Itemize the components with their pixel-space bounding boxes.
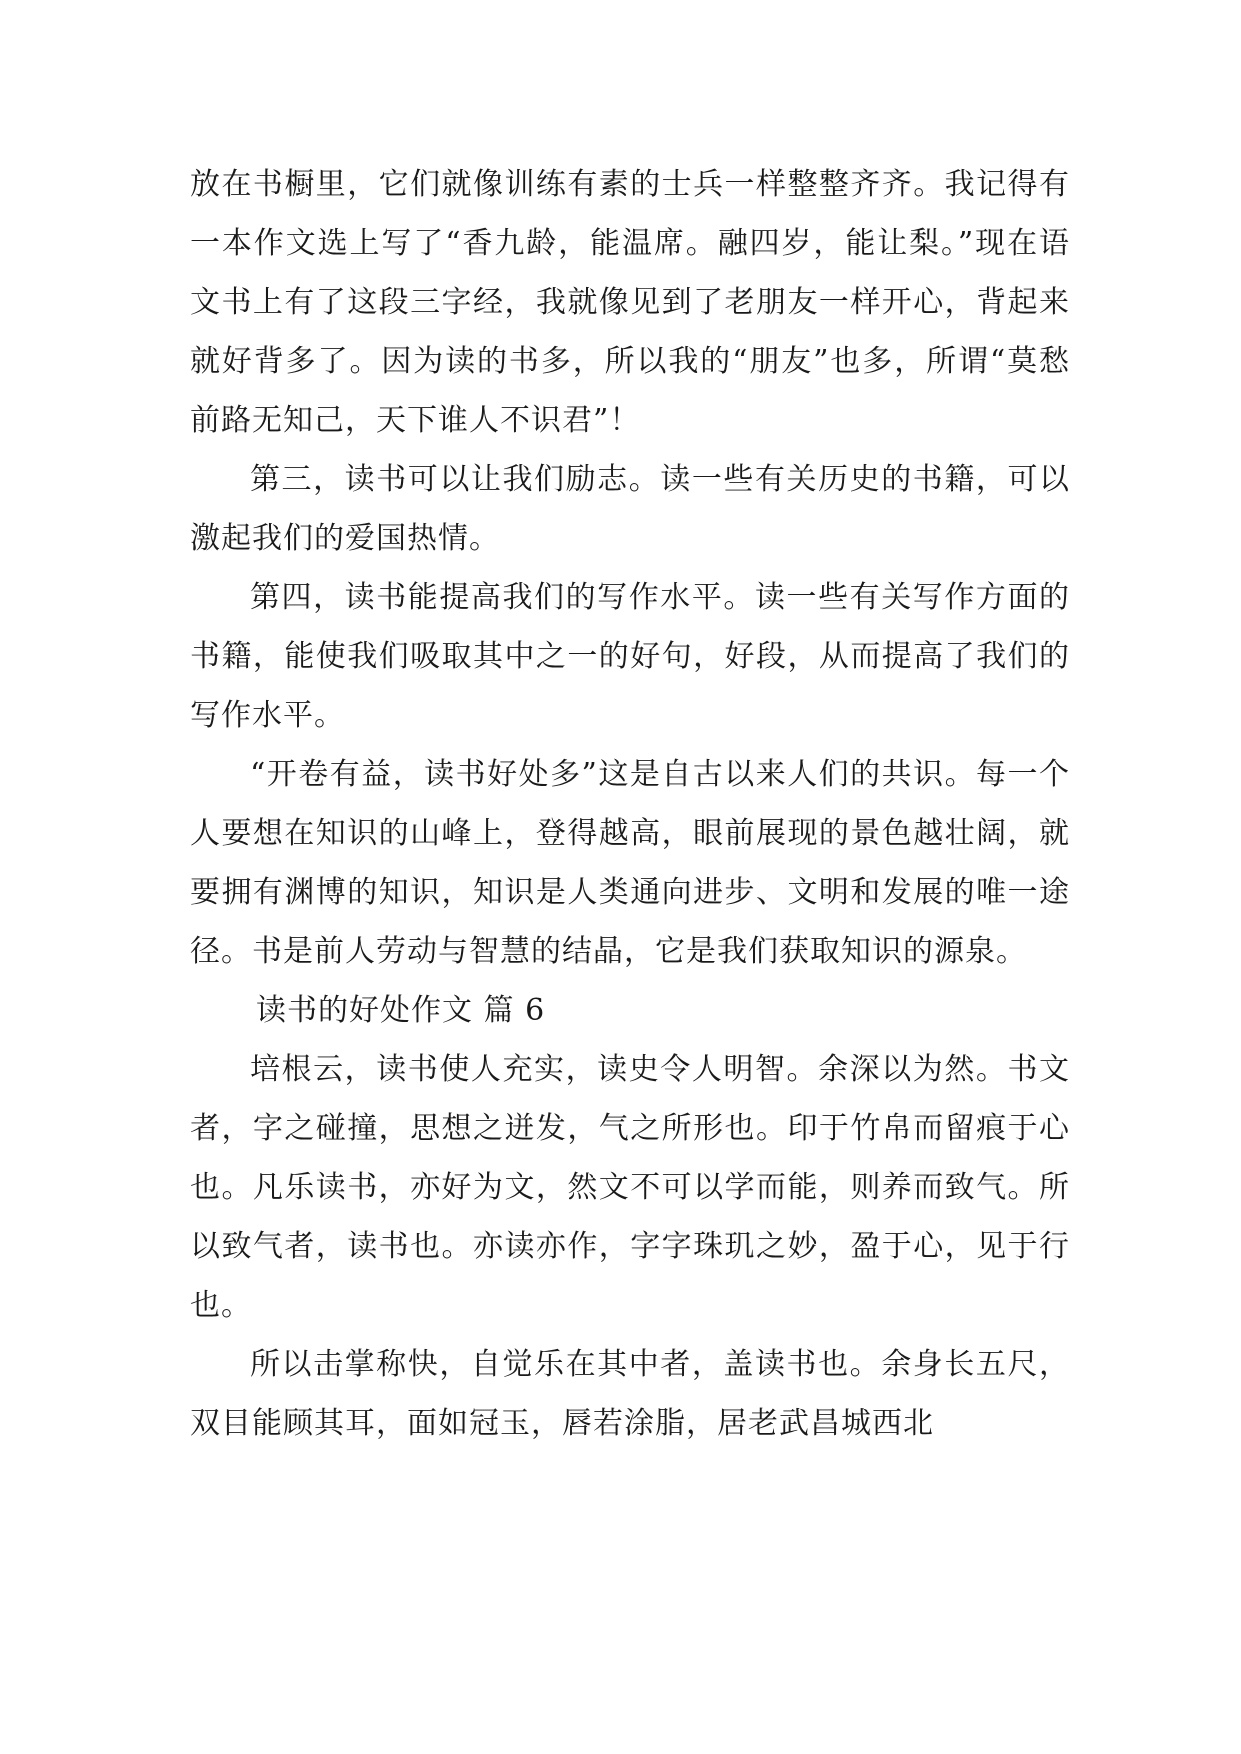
paragraph-section-2: 所以击掌称快，自觉乐在其中者，盖读书也。余身长五尺，双目能顾其耳，面如冠玉，唇若涂脂，居老武昌城西北 (190, 1347, 1070, 1441)
section-heading: 读书的好处作文 篇 6 (256, 993, 546, 1028)
paragraph-fourth-point: 第四，读书能提高我们的写作水平。读一些有关写作方面的书籍，能使我们吸取其中之一的好句，好段，从而提高了我们的写作水平。 (190, 580, 1070, 733)
paragraph-section-1: 培根云，读书使人充实，读史令人明智。余深以为然。书文者，字之碰撞，思想之迸发，气之所形也。印于竹帛而留痕于心也。凡乐读书，亦好为文，然文不可以学而能，则养而致气。所以致气者，读书也。亦读亦作，字字珠玑之妙，盈于心，见于行也。 (190, 1052, 1070, 1323)
body-text (190, 155, 1070, 1453)
paragraph-third-point: 第三，读书可以让我们励志。读一些有关历史的书籍，可以激起我们的爱国热情。 (190, 462, 1070, 556)
paragraph-continued: 放在书橱里，它们就像训练有素的士兵一样整整齐齐。我记得有一本作文选上写了“香九龄，能温席。融四岁，能让梨。”现在语文书上有了这段三字经，我就像见到了老朋友一样开心，背起来就好背多了。因为读的书多，所以我的“朋友”也多，所谓“莫愁前路无知己，天下谁人不识君”！ (190, 167, 1070, 438)
paragraph-conclusion: “开卷有益，读书好处多”这是自古以来人们的共识。每一个人要想在知识的山峰上，登得越高，眼前展现的景色越壮阔，就要拥有渊博的知识，知识是人类通向进步、文明和发展的唯一途径。书是前人劳动与智慧的结晶，它是我们获取知识的源泉。 (190, 757, 1070, 969)
